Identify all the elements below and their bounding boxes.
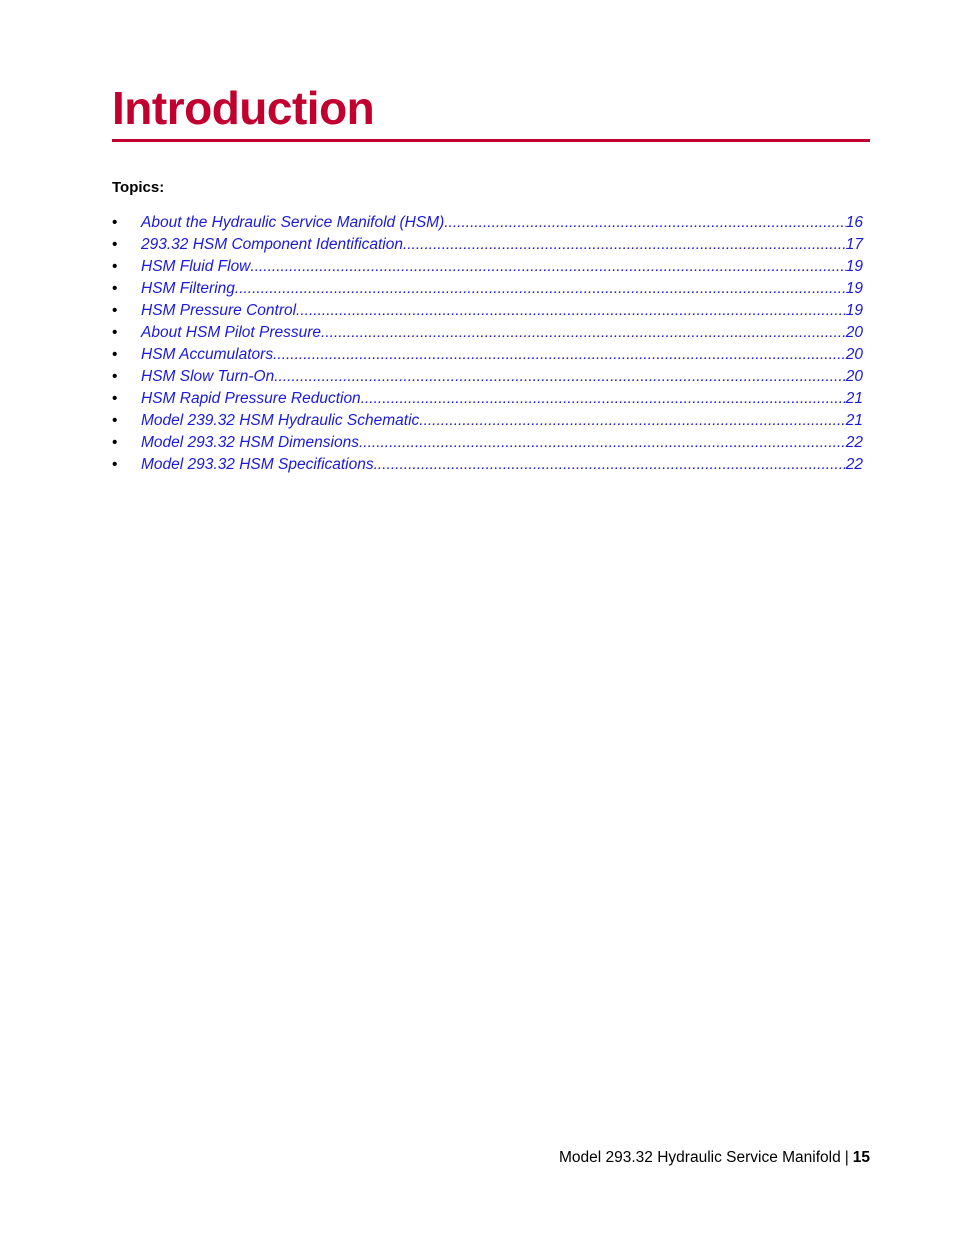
- toc-link-label: HSM Fluid Flow: [141, 258, 251, 275]
- dot-leader: [296, 300, 846, 322]
- toc-page-number: 19: [845, 302, 863, 319]
- toc-link-slow-turn-on[interactable]: [141, 366, 863, 388]
- title-rule-divider: [112, 139, 870, 142]
- bullet: •: [112, 236, 118, 253]
- bullet: •: [112, 302, 118, 319]
- toc-page-number: 21: [845, 390, 863, 407]
- toc-page-number: 20: [845, 346, 863, 363]
- list-item: [112, 454, 863, 476]
- dot-leader: [359, 432, 846, 454]
- toc-link-fluid-flow[interactable]: [141, 256, 863, 278]
- toc-link-pilot-pressure[interactable]: [141, 322, 863, 344]
- toc-page-number: 21: [845, 412, 863, 429]
- dot-leader: [250, 256, 845, 278]
- page-title: Introduction: [112, 82, 375, 134]
- list-item: [112, 432, 863, 454]
- bullet: •: [112, 280, 118, 297]
- toc-link-label: HSM Slow Turn-On: [141, 368, 275, 385]
- dot-leader: [403, 234, 846, 256]
- footer-page-number: 15: [852, 1149, 870, 1166]
- toc-page-number: 20: [845, 324, 863, 341]
- list-item: [112, 278, 863, 300]
- dot-leader: [273, 344, 846, 366]
- list-item: [112, 344, 863, 366]
- toc-link-rapid-pressure-reduction[interactable]: [141, 388, 863, 410]
- toc-link-about-hsm[interactable]: [141, 212, 863, 234]
- bullet: •: [112, 412, 118, 429]
- toc-page-number: 22: [845, 456, 863, 473]
- footer-document-title: Model 293.32 Hydraulic Service Manifold: [558, 1149, 841, 1166]
- bullet: •: [112, 324, 118, 341]
- list-item: [112, 410, 863, 432]
- list-item: [112, 322, 863, 344]
- toc-page-number: 17: [845, 236, 863, 253]
- toc-link-label: Model 239.32 HSM Hydraulic Schematic: [141, 412, 420, 429]
- list-item: [112, 300, 863, 322]
- list-item: [112, 234, 863, 256]
- toc-link-pressure-control[interactable]: [141, 300, 863, 322]
- bullet: •: [112, 390, 118, 407]
- bullet: •: [112, 368, 118, 385]
- toc-link-label: HSM Accumulators: [141, 346, 274, 363]
- list-item: [112, 388, 863, 410]
- toc-link-label: 293.32 HSM Component Identification: [141, 236, 403, 253]
- toc-page-number: 20: [845, 368, 863, 385]
- toc-link-dimensions[interactable]: [141, 432, 863, 454]
- bullet: •: [112, 434, 118, 451]
- topics-heading: Topics:: [112, 179, 165, 196]
- dot-leader: [235, 278, 846, 300]
- toc-link-component-identification[interactable]: [141, 234, 863, 256]
- toc-link-label: Model 293.32 HSM Specifications: [141, 456, 374, 473]
- footer-separator: |: [844, 1149, 849, 1166]
- dot-leader: [419, 410, 845, 432]
- page-footer: [559, 1148, 870, 1168]
- toc-link-accumulators[interactable]: [141, 344, 863, 366]
- toc-link-filtering[interactable]: [141, 278, 863, 300]
- toc-link-label: HSM Filtering: [141, 280, 235, 297]
- dot-leader: [361, 388, 846, 410]
- toc-link-label: About HSM Pilot Pressure: [141, 324, 322, 341]
- toc-link-label: HSM Rapid Pressure Reduction: [141, 390, 361, 407]
- toc-link-label: HSM Pressure Control: [141, 302, 297, 319]
- toc-link-hydraulic-schematic[interactable]: [141, 410, 863, 432]
- list-item: [112, 256, 863, 278]
- toc-page-number: 16: [845, 214, 863, 231]
- dot-leader: [321, 322, 846, 344]
- toc-page-number: 19: [845, 258, 863, 275]
- list-item: [112, 366, 863, 388]
- toc-page-number: 19: [845, 280, 863, 297]
- dot-leader: [444, 212, 846, 234]
- topics-list: [112, 212, 863, 476]
- list-item: [112, 212, 863, 234]
- bullet: •: [112, 258, 118, 275]
- bullet: •: [112, 214, 118, 231]
- bullet: •: [112, 456, 118, 473]
- dot-leader: [274, 366, 846, 388]
- dot-leader: [374, 454, 846, 476]
- toc-page-number: 22: [845, 434, 863, 451]
- toc-link-label: Model 293.32 HSM Dimensions: [141, 434, 359, 451]
- toc-link-label: About the Hydraulic Service Manifold (HSM): [141, 214, 445, 231]
- toc-link-specifications[interactable]: [141, 454, 863, 476]
- bullet: •: [112, 346, 118, 363]
